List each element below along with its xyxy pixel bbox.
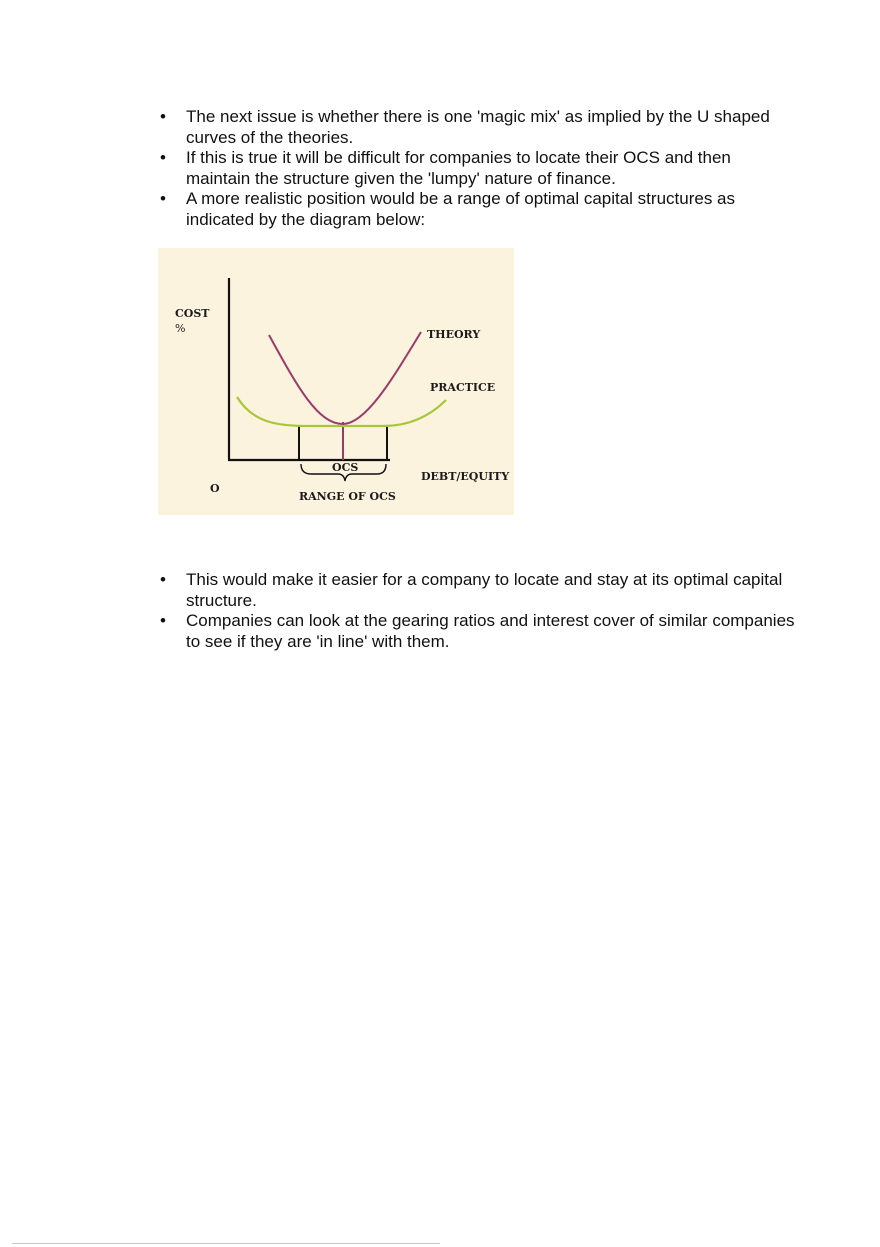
list-item (157, 107, 797, 148)
bullet-text: A more realistic position would be a range of optimal capital structures as indicated by the diagram below: (186, 189, 735, 229)
list-item (157, 611, 797, 652)
bullet-icon: • (160, 189, 166, 208)
bullet-text: This would make it easier for a company to locate and stay at its optimal capital structure. (186, 570, 783, 610)
theory-label: THEORY (427, 328, 481, 341)
list-item (157, 148, 797, 189)
list-item (157, 189, 797, 230)
range-of-ocs-label: RANGE OF OCS (299, 490, 396, 503)
practice-label: PRACTICE (430, 381, 496, 394)
bullet-icon: • (160, 107, 166, 126)
x-axis-label: DEBT/EQUITY (421, 470, 510, 483)
bullet-list-bottom (157, 570, 797, 652)
bullet-text: The next issue is whether there is one 'magic mix' as implied by the U shaped curves of the theories. (186, 107, 770, 147)
bullet-icon: • (160, 570, 166, 589)
y-axis-label: COST (175, 307, 210, 320)
bullet-text: Companies can look at the gearing ratios and interest cover of similar companies to see if they are 'in line' with them. (186, 611, 795, 651)
bullet-list-top (157, 107, 797, 230)
bullet-icon: • (160, 148, 166, 167)
y-axis-unit-label: % (175, 322, 186, 335)
ocs-diagram-svg (158, 248, 514, 515)
bullet-text: If this is true it will be difficult for companies to locate their OCS and then maintain the structure given the 'lumpy' nature of finance. (186, 148, 731, 188)
list-item (157, 570, 797, 611)
bullet-icon: • (160, 611, 166, 630)
practice-curve (237, 397, 446, 426)
theory-curve (269, 332, 421, 424)
footer-divider (12, 1243, 440, 1244)
ocs-diagram (158, 248, 514, 515)
origin-label: O (210, 482, 220, 495)
ocs-label: OCS (332, 461, 359, 474)
